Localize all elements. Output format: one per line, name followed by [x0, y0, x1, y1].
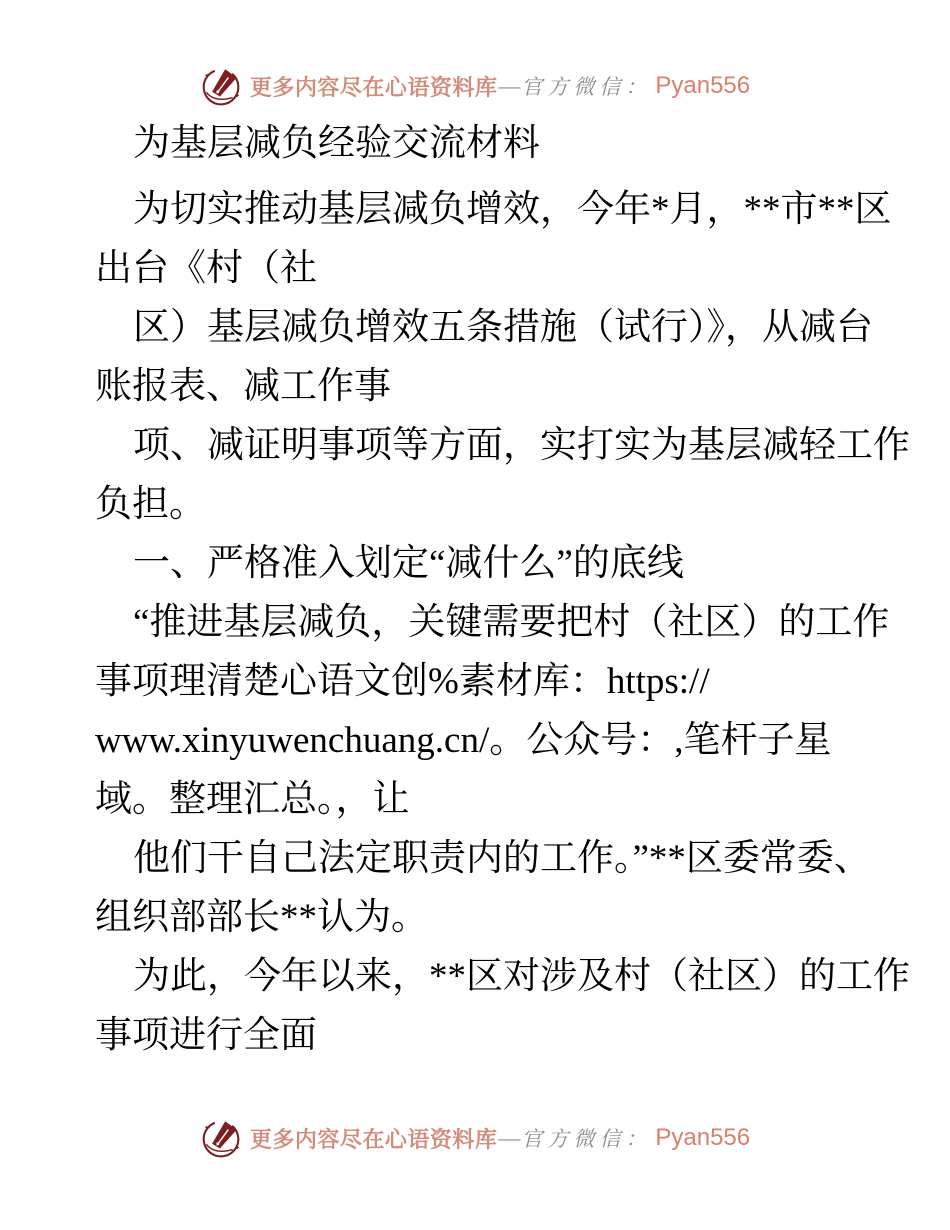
dash-separator: —: [498, 1125, 521, 1150]
wechat-label: 官方微信：: [521, 1127, 652, 1151]
text-line: 事项进行全面: [95, 1015, 317, 1056]
text-line: 为此，今年以来，**区对涉及村（社区）的工作: [133, 956, 910, 997]
wechat-id: Pyan556: [655, 72, 751, 99]
brand-text: 更多内容尽在心语资料库: [249, 74, 498, 100]
text-line: 他们干自己法定职责内的工作。”**区委常委、: [133, 838, 871, 879]
header-watermark: [0, 64, 950, 108]
text-line: “推进基层减负，关键需要把村（社区）的工作: [133, 602, 890, 643]
brand-text: 更多内容尽在心语资料库: [249, 1126, 498, 1152]
text-line: www.xinyuwenchuang.cn/。公众号：,笔杆子星: [95, 720, 832, 761]
footer-watermark: [0, 1116, 950, 1160]
text-line: 出台《村（社: [95, 248, 317, 289]
pen-in-circle-logo-icon: [200, 64, 242, 108]
document-body: [95, 114, 910, 1065]
text-line: 账报表、减工作事: [95, 366, 391, 407]
text-line: 区）基层减负增效五条措施（试行）》，从减台: [133, 307, 873, 348]
text-line: 事项理清楚心语文创%素材库：https://: [95, 661, 710, 702]
pen-in-circle-logo-icon: [200, 1116, 242, 1160]
text-line-heading: 一、严格准入划定“减什么”的底线: [133, 543, 684, 584]
text-line: 域。整理汇总。，让: [95, 779, 410, 820]
wechat-id: Pyan556: [655, 1124, 751, 1151]
text-line: 项、减证明事项等方面，实打实为基层减轻工作: [133, 425, 910, 466]
text-line: 为切实推动基层减负增效，今年*月，**市**区: [133, 189, 892, 230]
text-line-title: 为基层减负经验交流材料: [133, 123, 540, 164]
wechat-label: 官方微信：: [521, 75, 652, 99]
dash-separator: —: [498, 73, 521, 98]
text-line: 组织部部长**认为。: [95, 897, 428, 938]
text-line: 负担。: [95, 484, 206, 525]
